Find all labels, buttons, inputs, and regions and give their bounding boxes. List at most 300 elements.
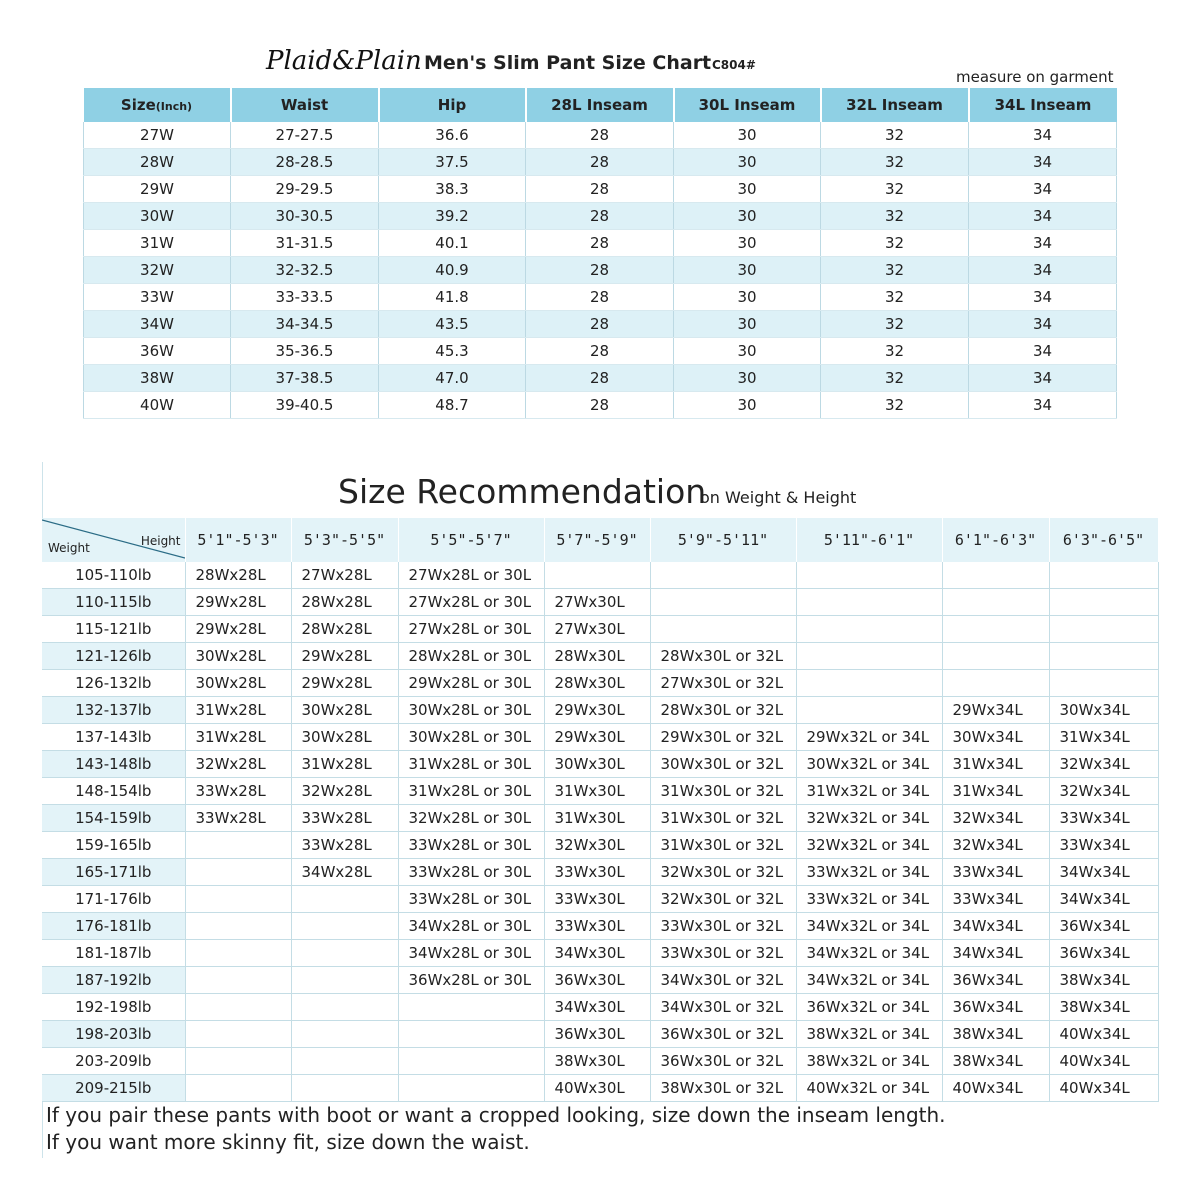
recommended-size-cell <box>650 562 796 589</box>
recommended-size-cell <box>1049 616 1158 643</box>
recommended-size-cell: 31Wx30L or 32L <box>650 805 796 832</box>
recommended-size-cell: 30Wx28L or 30L <box>398 724 544 751</box>
recommended-size-cell: 28Wx28L <box>291 616 398 643</box>
size-chart-row <box>84 365 1117 392</box>
size-chart-cell: 34W <box>84 311 231 338</box>
recommended-size-cell: 33Wx28L <box>185 778 291 805</box>
size-chart-cell: 32 <box>821 230 969 257</box>
recommendation-header <box>0 470 1200 514</box>
recommended-size-cell <box>942 670 1049 697</box>
size-chart-cell: 28-28.5 <box>231 149 379 176</box>
recommended-size-cell <box>942 643 1049 670</box>
weight-range-cell: 171-176lb <box>42 886 185 913</box>
size-chart-cell: 28 <box>526 338 674 365</box>
recommended-size-cell <box>185 1075 291 1102</box>
recommended-size-cell: 33Wx34L <box>1049 805 1158 832</box>
recommended-size-cell: 31Wx28L <box>185 697 291 724</box>
size-chart-cell: 34 <box>969 284 1117 311</box>
weight-range-cell: 176-181lb <box>42 913 185 940</box>
recommendation-row <box>42 886 1158 913</box>
height-range-header: 6'3"-6'5" <box>1049 518 1158 562</box>
recommended-size-cell: 30Wx30L or 32L <box>650 751 796 778</box>
recommended-size-cell: 40Wx34L <box>1049 1075 1158 1102</box>
size-chart-cell: 36W <box>84 338 231 365</box>
recommended-size-cell: 29Wx32L or 34L <box>796 724 942 751</box>
size-chart-cell: 32 <box>821 176 969 203</box>
height-range-header: 5'5"-5'7" <box>398 518 544 562</box>
size-chart-row <box>84 392 1117 419</box>
recommended-size-cell: 36Wx34L <box>942 967 1049 994</box>
recommended-size-cell: 31Wx34L <box>942 778 1049 805</box>
recommended-size-cell: 29Wx28L <box>291 643 398 670</box>
weight-range-cell: 148-154lb <box>42 778 185 805</box>
recommended-size-cell: 29Wx28L <box>291 670 398 697</box>
recommended-size-cell: 29Wx34L <box>942 697 1049 724</box>
size-chart-col-header <box>674 88 821 122</box>
col-header-label: 34L Inseam <box>994 96 1092 114</box>
recommended-size-cell: 32Wx32L or 34L <box>796 805 942 832</box>
recommended-size-cell: 38Wx30L or 32L <box>650 1075 796 1102</box>
size-chart-cell: 32 <box>821 284 969 311</box>
recommended-size-cell: 34Wx28L or 30L <box>398 940 544 967</box>
recommended-size-cell: 40Wx34L <box>1049 1048 1158 1075</box>
recommended-size-cell: 34Wx34L <box>1049 859 1158 886</box>
recommended-size-cell <box>291 994 398 1021</box>
recommended-size-cell: 31Wx30L or 32L <box>650 832 796 859</box>
recommended-size-cell: 34Wx30L or 32L <box>650 994 796 1021</box>
recommended-size-cell: 33Wx34L <box>942 886 1049 913</box>
size-chart-row <box>84 149 1117 176</box>
size-chart-row <box>84 176 1117 203</box>
height-axis-label: Height <box>140 534 181 548</box>
size-chart-header-row <box>84 88 1117 122</box>
recommended-size-cell: 34Wx32L or 34L <box>796 967 942 994</box>
size-chart-cell: 40.1 <box>379 230 526 257</box>
size-chart-cell: 35-36.5 <box>231 338 379 365</box>
size-chart-row <box>84 257 1117 284</box>
footnotes <box>46 1102 1166 1156</box>
size-chart-col-header <box>969 88 1117 122</box>
size-chart-cell: 41.8 <box>379 284 526 311</box>
chart-title: Men's Slim Pant Size Chart <box>424 52 712 74</box>
recommendation-row <box>42 1075 1158 1102</box>
size-chart-cell: 30W <box>84 203 231 230</box>
height-range-header: 5'11"-6'1" <box>796 518 942 562</box>
recommended-size-cell <box>185 994 291 1021</box>
recommended-size-cell: 32Wx30L or 32L <box>650 886 796 913</box>
weight-range-cell: 137-143lb <box>42 724 185 751</box>
weight-range-cell: 181-187lb <box>42 940 185 967</box>
weight-range-cell: 192-198lb <box>42 994 185 1021</box>
recommended-size-cell: 29Wx30L <box>544 697 650 724</box>
recommended-size-cell: 32Wx34L <box>1049 751 1158 778</box>
size-chart-cell: 30 <box>674 122 821 149</box>
size-chart-col-header <box>84 88 231 122</box>
size-chart-cell: 30 <box>674 338 821 365</box>
recommended-size-cell: 33Wx30L or 32L <box>650 940 796 967</box>
recommended-size-cell <box>1049 589 1158 616</box>
size-chart-cell: 29W <box>84 176 231 203</box>
recommended-size-cell: 32Wx30L or 32L <box>650 859 796 886</box>
recommended-size-cell <box>942 562 1049 589</box>
recommended-size-cell: 33Wx34L <box>1049 832 1158 859</box>
recommendation-row <box>42 805 1158 832</box>
recommended-size-cell <box>1049 643 1158 670</box>
recommended-size-cell: 27Wx30L <box>544 616 650 643</box>
size-chart-cell: 40W <box>84 392 231 419</box>
size-chart-cell: 32W <box>84 257 231 284</box>
col-header-label: Hip <box>437 96 467 114</box>
size-chart-cell: 28 <box>526 392 674 419</box>
size-chart-cell: 28 <box>526 257 674 284</box>
size-chart-row <box>84 203 1117 230</box>
size-chart-cell: 30 <box>674 257 821 284</box>
height-range-header: 5'3"-5'5" <box>291 518 398 562</box>
size-chart-cell: 34-34.5 <box>231 311 379 338</box>
recommended-size-cell <box>544 562 650 589</box>
recommended-size-cell <box>185 1021 291 1048</box>
col-header-label: Waist <box>280 96 329 114</box>
recommended-size-cell <box>291 967 398 994</box>
size-chart-cell: 28 <box>526 230 674 257</box>
size-chart-cell: 31-31.5 <box>231 230 379 257</box>
recommended-size-cell: 27Wx28L <box>291 562 398 589</box>
size-chart-cell: 34 <box>969 392 1117 419</box>
recommended-size-cell: 32Wx30L <box>544 832 650 859</box>
recommended-size-cell: 29Wx30L or 32L <box>650 724 796 751</box>
size-chart-cell: 34 <box>969 338 1117 365</box>
weight-range-cell: 187-192lb <box>42 967 185 994</box>
size-chart-cell: 29-29.5 <box>231 176 379 203</box>
size-chart-cell: 34 <box>969 122 1117 149</box>
recommended-size-cell: 33Wx32L or 34L <box>796 859 942 886</box>
recommended-size-cell: 29Wx28L <box>185 616 291 643</box>
recommended-size-cell: 40Wx34L <box>1049 1021 1158 1048</box>
recommended-size-cell: 40Wx34L <box>942 1075 1049 1102</box>
recommended-size-cell <box>291 913 398 940</box>
size-chart-cell: 38W <box>84 365 231 392</box>
size-chart-cell: 28 <box>526 284 674 311</box>
recommended-size-cell: 32Wx28L <box>291 778 398 805</box>
size-chart-cell: 34 <box>969 203 1117 230</box>
footnote-waist: If you want more skinny fit, size down the waist. <box>46 1130 530 1154</box>
recommended-size-cell: 33Wx28L <box>185 805 291 832</box>
col-header-unit: (Inch) <box>155 100 193 113</box>
weight-range-cell: 126-132lb <box>42 670 185 697</box>
footnote-inseam: If you pair these pants with boot or want a cropped looking, size down the inseam length. <box>46 1103 946 1127</box>
recommended-size-cell <box>1049 670 1158 697</box>
recommended-size-cell <box>796 616 942 643</box>
recommended-size-cell: 30Wx32L or 34L <box>796 751 942 778</box>
size-chart-row <box>84 284 1117 311</box>
size-chart-cell: 27-27.5 <box>231 122 379 149</box>
size-chart-cell: 48.7 <box>379 392 526 419</box>
recommended-size-cell <box>942 616 1049 643</box>
size-chart-cell: 30 <box>674 203 821 230</box>
weight-height-corner <box>42 518 185 562</box>
recommended-size-cell: 31Wx30L <box>544 805 650 832</box>
recommended-size-cell: 32Wx34L <box>1049 778 1158 805</box>
weight-axis-label: Weight <box>48 541 90 555</box>
recommended-size-cell <box>398 1075 544 1102</box>
recommended-size-cell: 30Wx28L <box>291 724 398 751</box>
size-chart-cell: 38.3 <box>379 176 526 203</box>
recommendation-row <box>42 967 1158 994</box>
recommended-size-cell: 29Wx30L <box>544 724 650 751</box>
recommended-size-cell <box>291 940 398 967</box>
recommended-size-cell: 27Wx28L or 30L <box>398 562 544 589</box>
recommended-size-cell: 34Wx30L <box>544 994 650 1021</box>
col-header-label: 30L Inseam <box>698 96 796 114</box>
recommendation-row <box>42 751 1158 778</box>
recommended-size-cell: 40Wx30L <box>544 1075 650 1102</box>
size-chart-cell: 28 <box>526 122 674 149</box>
height-range-header: 5'7"-5'9" <box>544 518 650 562</box>
size-chart-cell: 32 <box>821 149 969 176</box>
size-chart-cell: 32 <box>821 257 969 284</box>
size-chart-cell: 28 <box>526 203 674 230</box>
recommended-size-cell: 31Wx30L <box>544 778 650 805</box>
recommended-size-cell: 33Wx34L <box>942 859 1049 886</box>
recommendation-row <box>42 859 1158 886</box>
size-chart-row <box>84 122 1117 149</box>
brand-logo-text: Plaid&Plain <box>266 46 422 76</box>
recommended-size-cell <box>185 832 291 859</box>
size-chart-cell: 39-40.5 <box>231 392 379 419</box>
size-chart-cell: 28 <box>526 149 674 176</box>
recommended-size-cell: 32Wx28L or 30L <box>398 805 544 832</box>
size-chart-cell: 37.5 <box>379 149 526 176</box>
recommended-size-cell: 28Wx28L <box>185 562 291 589</box>
size-chart-cell: 30 <box>674 284 821 311</box>
recommended-size-cell: 33Wx30L <box>544 859 650 886</box>
weight-range-cell: 203-209lb <box>42 1048 185 1075</box>
weight-range-cell: 110-115lb <box>42 589 185 616</box>
recommended-size-cell: 33Wx28L or 30L <box>398 859 544 886</box>
recommended-size-cell <box>398 1048 544 1075</box>
chart-code: C804# <box>712 58 756 72</box>
recommended-size-cell: 28Wx28L or 30L <box>398 643 544 670</box>
recommended-size-cell: 27Wx28L or 30L <box>398 616 544 643</box>
size-chart-cell: 32 <box>821 122 969 149</box>
height-range-header: 6'1"-6'3" <box>942 518 1049 562</box>
recommended-size-cell: 30Wx30L <box>544 751 650 778</box>
recommendation-row <box>42 940 1158 967</box>
size-chart-cell: 32-32.5 <box>231 257 379 284</box>
recommended-size-cell: 28Wx30L <box>544 670 650 697</box>
recommendation-row <box>42 643 1158 670</box>
size-chart-cell: 34 <box>969 311 1117 338</box>
recommended-size-cell: 33Wx30L <box>544 913 650 940</box>
recommended-size-cell: 36Wx28L or 30L <box>398 967 544 994</box>
recommended-size-cell: 33Wx30L <box>544 886 650 913</box>
recommended-size-cell: 36Wx34L <box>1049 913 1158 940</box>
size-chart-cell: 30 <box>674 230 821 257</box>
size-chart-col-header <box>821 88 969 122</box>
size-chart-cell: 32 <box>821 311 969 338</box>
recommendation-row <box>42 616 1158 643</box>
recommended-size-cell: 33Wx28L or 30L <box>398 886 544 913</box>
recommended-size-cell: 33Wx30L or 32L <box>650 913 796 940</box>
recommendation-row <box>42 778 1158 805</box>
size-chart-cell: 28 <box>526 365 674 392</box>
recommended-size-cell: 31Wx34L <box>1049 724 1158 751</box>
weight-range-cell: 159-165lb <box>42 832 185 859</box>
recommended-size-cell: 34Wx28L or 30L <box>398 913 544 940</box>
col-header-label: 32L Inseam <box>846 96 943 114</box>
recommended-size-cell <box>1049 562 1158 589</box>
size-chart-cell: 34 <box>969 149 1117 176</box>
recommended-size-cell <box>291 1021 398 1048</box>
recommended-size-cell: 29Wx28L <box>185 589 291 616</box>
recommended-size-cell: 36Wx30L <box>544 967 650 994</box>
recommendation-row <box>42 1021 1158 1048</box>
col-header-label: 28L Inseam <box>551 96 648 114</box>
recommended-size-cell: 36Wx34L <box>1049 940 1158 967</box>
size-chart-cell: 47.0 <box>379 365 526 392</box>
size-chart-cell: 31W <box>84 230 231 257</box>
recommended-size-cell: 33Wx32L or 34L <box>796 886 942 913</box>
recommended-size-cell: 33Wx28L <box>291 805 398 832</box>
recommended-size-cell <box>796 670 942 697</box>
weight-range-cell: 209-215lb <box>42 1075 185 1102</box>
recommended-size-cell: 34Wx30L or 32L <box>650 967 796 994</box>
size-chart-cell: 30 <box>674 365 821 392</box>
recommended-size-cell: 31Wx34L <box>942 751 1049 778</box>
recommended-size-cell: 30Wx34L <box>942 724 1049 751</box>
recommended-size-cell <box>185 1048 291 1075</box>
recommendation-title: Size Recommendation <box>338 472 707 511</box>
recommended-size-cell: 31Wx28L <box>291 751 398 778</box>
size-chart-cell: 45.3 <box>379 338 526 365</box>
recommended-size-cell: 31Wx28L <box>185 724 291 751</box>
col-header-label: Size <box>120 96 156 114</box>
recommended-size-cell: 27Wx28L or 30L <box>398 589 544 616</box>
recommendation-row <box>42 697 1158 724</box>
recommended-size-cell <box>650 589 796 616</box>
size-chart-cell: 33-33.5 <box>231 284 379 311</box>
recommendation-row <box>42 724 1158 751</box>
recommendation-table <box>42 518 1159 1102</box>
recommended-size-cell: 31Wx28L or 30L <box>398 751 544 778</box>
recommendation-row <box>42 994 1158 1021</box>
size-chart-cell: 30-30.5 <box>231 203 379 230</box>
recommended-size-cell: 32Wx32L or 34L <box>796 832 942 859</box>
size-chart-cell: 30 <box>674 311 821 338</box>
recommended-size-cell: 38Wx30L <box>544 1048 650 1075</box>
recommended-size-cell: 36Wx30L <box>544 1021 650 1048</box>
recommended-size-cell: 27Wx30L or 32L <box>650 670 796 697</box>
weight-range-cell: 154-159lb <box>42 805 185 832</box>
weight-range-cell: 143-148lb <box>42 751 185 778</box>
recommended-size-cell <box>185 886 291 913</box>
recommendation-row <box>42 562 1158 589</box>
recommended-size-cell: 34Wx32L or 34L <box>796 913 942 940</box>
weight-range-cell: 105-110lb <box>42 562 185 589</box>
recommended-size-cell: 28Wx30L <box>544 643 650 670</box>
size-chart-cell: 30 <box>674 149 821 176</box>
recommended-size-cell: 36Wx34L <box>942 994 1049 1021</box>
size-chart-row <box>84 311 1117 338</box>
recommended-size-cell: 38Wx32L or 34L <box>796 1048 942 1075</box>
recommendation-row <box>42 913 1158 940</box>
size-chart-cell: 27W <box>84 122 231 149</box>
weight-range-cell: 121-126lb <box>42 643 185 670</box>
recommendation-body <box>42 562 1158 1102</box>
recommended-size-cell: 29Wx28L or 30L <box>398 670 544 697</box>
recommended-size-cell <box>796 562 942 589</box>
size-chart-cell: 32 <box>821 392 969 419</box>
size-chart-cell: 28 <box>526 311 674 338</box>
size-chart-cell: 28 <box>526 176 674 203</box>
size-chart-col-header <box>231 88 379 122</box>
recommended-size-cell: 36Wx32L or 34L <box>796 994 942 1021</box>
size-chart-cell: 34 <box>969 230 1117 257</box>
recommended-size-cell: 34Wx28L <box>291 859 398 886</box>
recommended-size-cell: 38Wx34L <box>942 1021 1049 1048</box>
recommended-size-cell: 27Wx30L <box>544 589 650 616</box>
recommended-size-cell: 34Wx34L <box>1049 886 1158 913</box>
recommended-size-cell: 30Wx28L <box>185 670 291 697</box>
recommended-size-cell: 30Wx28L <box>185 643 291 670</box>
measure-note: measure on garment <box>956 68 1114 86</box>
recommended-size-cell <box>185 859 291 886</box>
recommended-size-cell: 34Wx32L or 34L <box>796 940 942 967</box>
recommended-size-cell <box>185 940 291 967</box>
recommended-size-cell: 28Wx30L or 32L <box>650 643 796 670</box>
size-chart-cell: 39.2 <box>379 203 526 230</box>
size-chart-col-header <box>526 88 674 122</box>
size-chart-row <box>84 230 1117 257</box>
recommendation-header-row <box>42 518 1158 562</box>
recommended-size-cell <box>398 1021 544 1048</box>
size-chart-cell: 32 <box>821 338 969 365</box>
size-chart-cell: 30 <box>674 392 821 419</box>
recommended-size-cell: 32Wx28L <box>185 751 291 778</box>
recommended-size-cell: 34Wx30L <box>544 940 650 967</box>
size-chart-row <box>84 338 1117 365</box>
recommendation-row <box>42 670 1158 697</box>
recommended-size-cell <box>796 589 942 616</box>
recommended-size-cell <box>796 697 942 724</box>
recommended-size-cell: 36Wx30L or 32L <box>650 1048 796 1075</box>
weight-range-cell: 198-203lb <box>42 1021 185 1048</box>
recommended-size-cell: 30Wx34L <box>1049 697 1158 724</box>
size-chart-cell: 34 <box>969 257 1117 284</box>
recommendation-subtitle: on Weight & Height <box>700 488 857 507</box>
recommended-size-cell: 36Wx30L or 32L <box>650 1021 796 1048</box>
weight-range-cell: 115-121lb <box>42 616 185 643</box>
recommendation-row <box>42 589 1158 616</box>
size-chart-col-header <box>379 88 526 122</box>
recommended-size-cell: 38Wx34L <box>1049 967 1158 994</box>
recommended-size-cell: 34Wx34L <box>942 940 1049 967</box>
recommended-size-cell <box>650 616 796 643</box>
recommended-size-cell: 34Wx34L <box>942 913 1049 940</box>
recommended-size-cell: 33Wx28L <box>291 832 398 859</box>
recommended-size-cell: 31Wx32L or 34L <box>796 778 942 805</box>
size-chart-cell: 37-38.5 <box>231 365 379 392</box>
recommended-size-cell <box>291 886 398 913</box>
recommended-size-cell: 28Wx30L or 32L <box>650 697 796 724</box>
recommended-size-cell: 38Wx32L or 34L <box>796 1021 942 1048</box>
size-chart-cell: 40.9 <box>379 257 526 284</box>
size-chart-cell: 33W <box>84 284 231 311</box>
recommended-size-cell: 33Wx28L or 30L <box>398 832 544 859</box>
height-range-header: 5'1"-5'3" <box>185 518 291 562</box>
recommended-size-cell <box>796 643 942 670</box>
recommended-size-cell: 31Wx28L or 30L <box>398 778 544 805</box>
